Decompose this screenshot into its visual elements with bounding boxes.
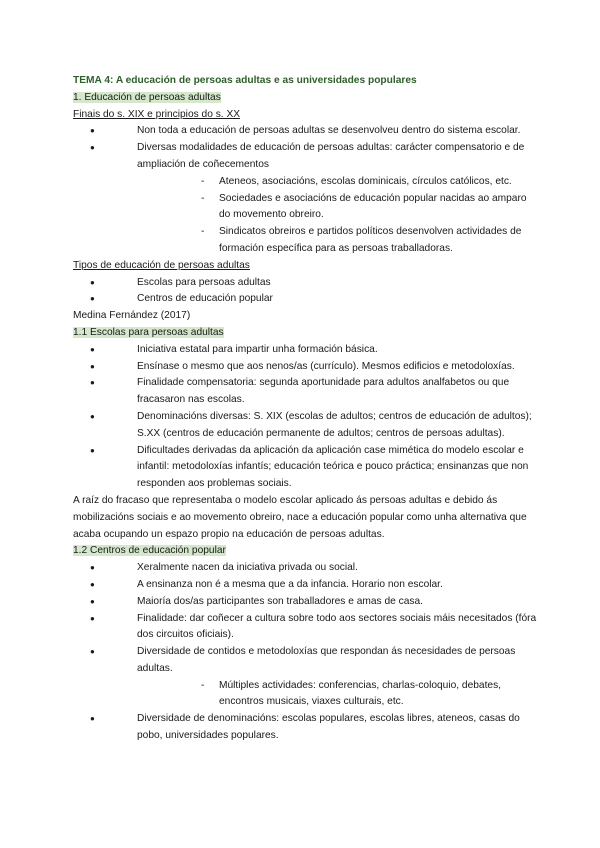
section-1-heading: 1. Educación de persoas adultas [73,91,221,103]
dash-icon: - [201,679,205,691]
bullet-icon: ● [90,143,95,153]
dash-icon: - [201,192,205,204]
bullet-icon: ● [90,714,95,724]
bullet-icon: ● [90,596,95,606]
bullet-icon: ● [90,613,95,623]
bullet-icon: ● [90,378,95,388]
section-1-2-heading: 1.2 Centros de educación popular [73,545,226,557]
list-item: ● A ensinanza non é a mesma que a da infancia. Horario non escolar. [73,577,540,594]
list-item: ● Non toda a educación de persoas adultas se desenvolveu dentro do sistema escolar. [73,123,540,140]
list-item: ● Diversidade de contidos e metodoloxías que respondan ás necesidades de persoas adultas. [90,646,516,674]
bullet-icon: ● [90,563,95,573]
list-item: ● Xeralmente nacen da iniciativa privada ou social. [73,560,540,577]
sub-list-item: - Sociedades e asociacións de educación popular nacidas ao amparo do movemento obreiro. [201,192,527,221]
sub-list-item: - Sindicatos obreiros e partidos políticos desenvolven actividades de formación específica para as persoas traballadoras. [201,226,522,254]
types-heading: Tipos de educación de persoas adultas [73,259,250,271]
list-item: ● Iniciativa estatal para impartir unha formación básica. [73,342,540,359]
body-paragraph: A raíz do fracaso que representaba o modelo escolar aplicado ás persoas adultas e debido ás mobilizacións sociais e ao movemento obreiro, nace a educación popular como unha alternativa que acaba ocupando un espazo propio na educación de persoas adultas. [73,494,527,540]
bullet-icon: ● [90,579,95,589]
bullet-icon: ● [90,126,95,136]
list-item: ● Escolas para persoas adultas [73,275,540,292]
list-item: ● Centros de educación popular [73,291,540,308]
bullet-icon: ● [90,411,95,421]
list-item: ● Finalidade compensatoria: segunda aportunidade para adultos analfabetos ou que fracasaron nas escolas. [90,377,510,406]
bullet-icon: ● [90,344,95,354]
bullet-icon: ● [90,277,95,287]
sub-list-item: - Ateneos, asociacións, escolas dominicais, círculos católicos, etc. [73,174,540,191]
bullet-icon: ● [90,445,95,455]
bullet-icon: ● [90,647,95,657]
list-item: ● Dificultades derivadas da aplicación da aplicación case mimética do modelo escolar e infantil: metodoloxías infantís; educación teórica e pouco práctica; ensinanzas que non responden aos problemas sociais. [90,444,529,490]
citation: Medina Fernández (2017) [73,310,191,322]
list-item: ● Finalidade: dar coñecer a cultura sobre todo aos sectores sociais máis necesitados (fóra dos circuitos oficiais). [90,612,537,641]
list-item: ● Diversas modalidades de educación de persoas adultas: carácter compensatorio e de ampliación de coñecementos [90,142,525,170]
dash-icon: - [201,226,205,238]
bullet-icon: ● [90,294,95,304]
list-item: ● Maioría dos/as participantes son traballadores e amas de casa. [73,594,540,611]
bullet-icon: ● [90,361,95,371]
section-1-subheading: Finais do s. XIX e principios do s. XX [73,108,241,120]
list-item: ● Denominacións diversas: S. XIX (escolas de adultos; centros de educación de adultos); S.XX (centros de educación permanente de adultos; centros de persoas adultas). [90,410,532,439]
document-title: TEMA 4: A educación de persoas adultas e as universidades populares [73,75,417,86]
section-1-1-heading: 1.1 Escolas para persoas adultas [73,326,224,338]
list-item: ● Ensínase o mesmo que aos nenos/as (currículo). Mesmos edificios e metodoloxías. [73,359,540,376]
list-item: ● Diversidade de denominacións: escolas populares, escolas libres, ateneos, casas do pobo, universidades populares. [90,713,520,742]
sub-list-item: - Múltiples actividades: conferencias, charlas-coloquio, debates, encontros musicais, viaxes culturais, etc. [201,679,502,708]
dash-icon: - [201,175,205,187]
